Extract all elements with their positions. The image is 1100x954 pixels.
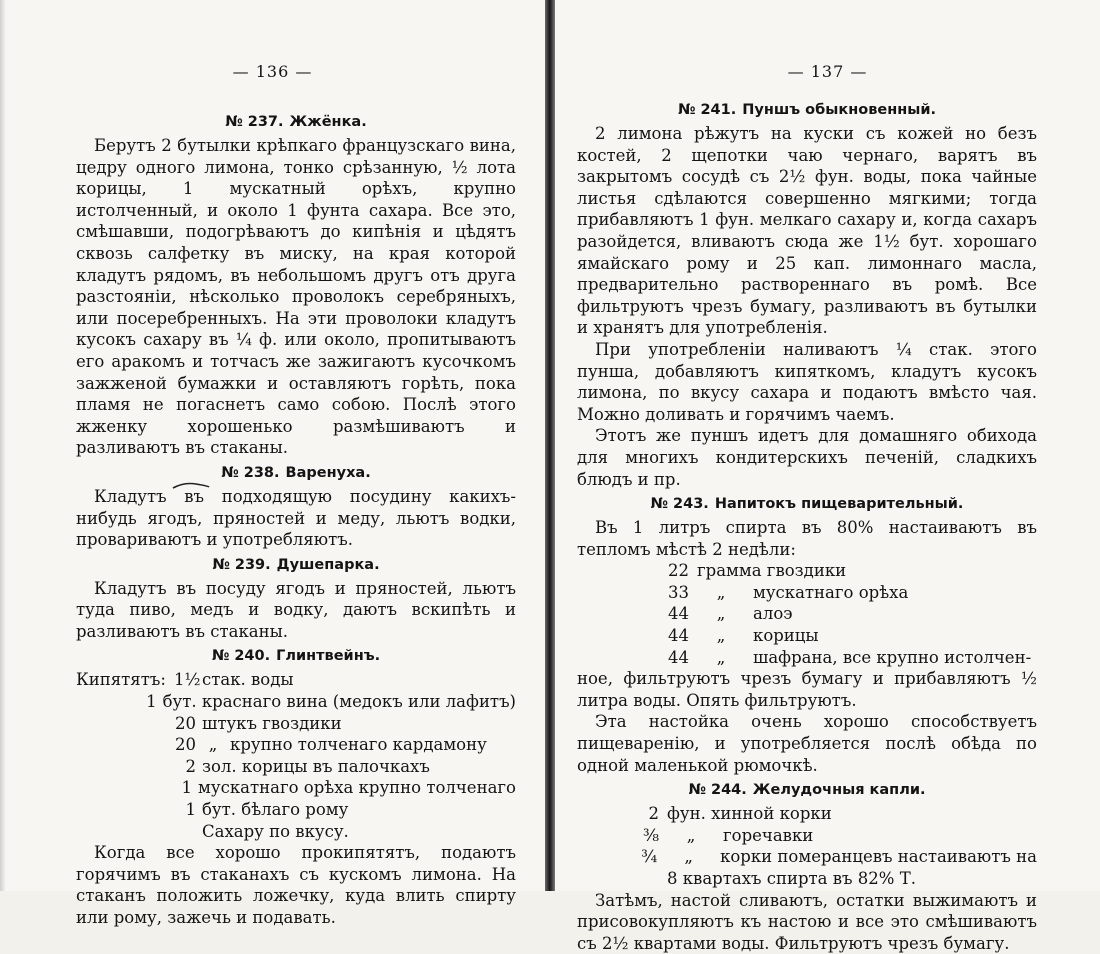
- ingredient-qty: 1: [181, 778, 193, 798]
- recipe-name: Глинтвейнъ.: [276, 648, 381, 665]
- ingredient-item: шафрана, все крупно истолчен-: [753, 647, 1032, 667]
- recipe-name: Напитокъ пищеварительный.: [714, 496, 964, 513]
- ingredient-qty: 22: [668, 561, 689, 581]
- recipe-title: [76, 110, 516, 134]
- recipe-text: Затѣмъ, настой сливаютъ, остатки выжимаютъ и присовокупляютъ къ настою и все это смѣшиваютъ съ 2½ квартами воды. Фильтруютъ чрезъ бумагу.: [577, 890, 1037, 953]
- ingredient-item: зол. корицы въ палочкахъ: [202, 756, 430, 776]
- recipe-name: Желудочныя капли.: [752, 782, 926, 799]
- ingredient-row: [76, 821, 516, 843]
- ditto-mark: „: [716, 647, 726, 667]
- right-page: [555, 0, 1100, 953]
- ingredient-row: [577, 582, 1037, 604]
- recipe-title: [76, 644, 516, 668]
- ditto-mark: „: [684, 847, 693, 867]
- ingredient-item: фун. хинной корки: [667, 804, 832, 824]
- recipe-number: № 244.: [688, 782, 747, 799]
- list-label: Кипятятъ:: [76, 670, 166, 690]
- ingredient-qty: 44: [668, 647, 689, 667]
- recipe-text: Въ 1 литръ спирта въ 80% настаиваютъ въ тепломъ мѣстѣ 2 недѣли:: [577, 518, 1037, 559]
- ingredient-row: [76, 713, 516, 735]
- ingredient-item: штукъ гвоздики: [202, 713, 342, 733]
- ingredient-item: грамма гвоздики: [697, 561, 847, 581]
- ingredient-row: [577, 647, 1037, 669]
- recipe-name: Пуншъ обыкновенный.: [742, 102, 937, 118]
- recipe-text: ное, фильтруютъ чрезъ бумагу и прибавляютъ ½ литра воды. Опять фильтруютъ.: [577, 669, 1037, 710]
- ingredient-item: бут. краснаго вина (медокъ или лафитъ): [162, 692, 516, 712]
- ditto-mark: „: [716, 604, 726, 624]
- ingredient-row: [76, 799, 516, 821]
- ingredient-qty: 2: [185, 756, 196, 776]
- recipe-text: Когда все хорошо прокипятятъ, подаютъ горячимъ въ стаканахъ съ кускомъ лимона. На стаканъ положить ложечку, куда влить спирту или рому, зажечь и подавать.: [76, 843, 516, 927]
- ingredient-item: корицы: [753, 626, 819, 646]
- ingredient-item: горечавки: [723, 825, 814, 845]
- recipe-number: № 240.: [211, 648, 271, 665]
- ingredient-item: мускатнаго орѣха: [753, 582, 909, 602]
- ditto-mark: „: [716, 626, 726, 646]
- ingredient-qty: 20: [175, 713, 196, 733]
- pencil-mark-icon: [172, 481, 210, 491]
- ingredient-item: Сахару по вкусу.: [202, 821, 349, 841]
- left-page: [0, 0, 545, 927]
- recipe-number: № 238.: [221, 464, 280, 481]
- recipe-text: Кладутъ въ подходящую посудину какихъ-нибудь ягодъ, пряностей и меду, льютъ водки, провариваютъ и употребляютъ.: [76, 486, 516, 550]
- recipe-number: № 237.: [225, 114, 284, 130]
- right-text-column: [577, 96, 1037, 954]
- ingredient-row: [76, 777, 516, 799]
- ingredient-qty: ⅜: [643, 825, 659, 845]
- recipe-name: Душепарка.: [276, 556, 380, 573]
- ingredient-row: [577, 825, 1037, 847]
- ingredient-qty: 1: [146, 692, 157, 712]
- ingredient-row: [577, 560, 1037, 582]
- recipe-text: Кладутъ въ посуду ягодъ и пряностей, льютъ туда пиво, медъ и водку, даютъ вскипѣть и разливаютъ въ стаканы.: [76, 578, 516, 641]
- recipe-title: [76, 461, 516, 485]
- ingredient-list: [577, 803, 1037, 889]
- ingredient-row: [76, 734, 516, 756]
- page-number: — 136 —: [232, 62, 313, 81]
- ingredient-row: [76, 669, 516, 691]
- ingredient-qty: 33: [668, 582, 689, 602]
- ingredient-qty: ¾: [641, 847, 658, 867]
- ingredient-row: [76, 691, 516, 713]
- ingredient-qty: 20: [175, 735, 196, 755]
- recipe-text: 2 лимона рѣжутъ на куски съ кожей но безъ костей, 2 щепотки чаю чернаго, варятъ въ закрытомъ сосудѣ съ 2½ фун. воды, пока чайные листья сдѣлаются совершенно мягкими; тогда прибавляютъ 1 фун. мелкаго сахару и, когда сахаръ разойдется, вливаютъ сюда же 1½ бут. хорошаго ямайскаго рому и 25 кап. лимоннаго масла, предварительно раствореннаго въ ромѣ. Все фильтруютъ чрезъ бумагу, разливаютъ въ бутылки и хранятъ для употребленія.: [577, 124, 1037, 338]
- ingredient-item: мускатнаго орѣха крупно толченаго: [198, 778, 516, 798]
- ingredient-item: корки померанцевъ настаиваютъ на: [720, 847, 1037, 867]
- ingredient-row: [76, 756, 516, 778]
- ingredient-item: 8 квартахъ спирта въ 82% Т.: [667, 869, 916, 888]
- ingredient-row: [577, 803, 1037, 825]
- recipe-text: Эта настойка очень хорошо способствуетъ пищеваренію, и употребляется послѣ обѣда по одной маленькой рюмочкѣ.: [577, 712, 1037, 775]
- left-text-column: [76, 108, 516, 929]
- page-number: — 137 —: [787, 62, 868, 81]
- ditto-mark: „: [716, 582, 726, 602]
- recipe-text: При употребленіи наливаютъ ¼ стак. этого пунша, добавляютъ кипяткомъ, кладутъ кусокъ лимона, по вкусу сахара и подаютъ вмѣсто чая. Можно доливать и горячимъ чаемъ.: [577, 339, 1037, 424]
- ingredient-qty: 44: [668, 604, 689, 624]
- book-gutter: [545, 0, 555, 891]
- ingredient-list: [76, 669, 516, 842]
- ingredient-row: [577, 846, 1037, 868]
- recipe-title: [577, 98, 1037, 122]
- recipe-title: [577, 778, 1037, 802]
- ingredient-item: алоэ: [753, 604, 793, 624]
- recipe-title: [577, 492, 1037, 516]
- recipe-number: № 241.: [677, 102, 737, 118]
- ingredient-row: [577, 625, 1037, 647]
- ingredient-qty: 2: [648, 804, 659, 824]
- recipe-number: № 243.: [650, 496, 709, 513]
- recipe-text: Этотъ же пуншъ идетъ для домашняго обихода для многихъ кондитерскихъ печеній, сладкихъ блюдъ и пр.: [577, 426, 1037, 489]
- page-edge: [0, 0, 6, 891]
- ingredient-list: [577, 560, 1037, 668]
- ingredient-qty: 44: [668, 626, 689, 646]
- ingredient-item: крупно толченаго кардамону: [230, 735, 487, 755]
- ingredient-item: бут. бѣлаго рому: [202, 800, 349, 820]
- ingredient-qty: 1½: [174, 670, 201, 690]
- recipe-text: Берутъ 2 бутылки крѣпкаго французскаго вина, цедру одного лимона, тонко срѣзанную, ½ лота корицы, 1 мускатный орѣхъ, крупно истолченный, и около 1 фунта сахара. Все это, смѣшавши, подогрѣваютъ до кипѣнія и цѣдятъ сквозь салфетку въ миску, на края которой кладутъ рядомъ, въ небольшомъ другъ отъ друга разстояніи, нѣсколько проволокъ серебряныхъ, или посеребренныхъ. На эти проволоки кладутъ кусокъ сахару въ ¼ ф. или около, пропитываютъ его аракомъ и тотчасъ же зажигаютъ кусочкомъ зажженой бумажки и оставляютъ горѣть, пока пламя не погаснетъ само собою. Послѣ этого жженку хорошенько размѣшиваютъ и разливаютъ въ стаканы.: [76, 136, 516, 458]
- ditto-mark: „: [208, 735, 218, 755]
- recipe-title: [76, 553, 516, 577]
- recipe-name: Варенуха.: [285, 464, 371, 481]
- ditto-mark: „: [686, 825, 696, 845]
- ingredient-item: стак. воды: [202, 670, 294, 690]
- ingredient-row: [577, 868, 1037, 890]
- recipe-number: № 239.: [212, 556, 271, 573]
- recipe-name: Жжёнка.: [289, 114, 367, 130]
- ingredient-qty: 1: [185, 800, 196, 820]
- ingredient-row: [577, 603, 1037, 625]
